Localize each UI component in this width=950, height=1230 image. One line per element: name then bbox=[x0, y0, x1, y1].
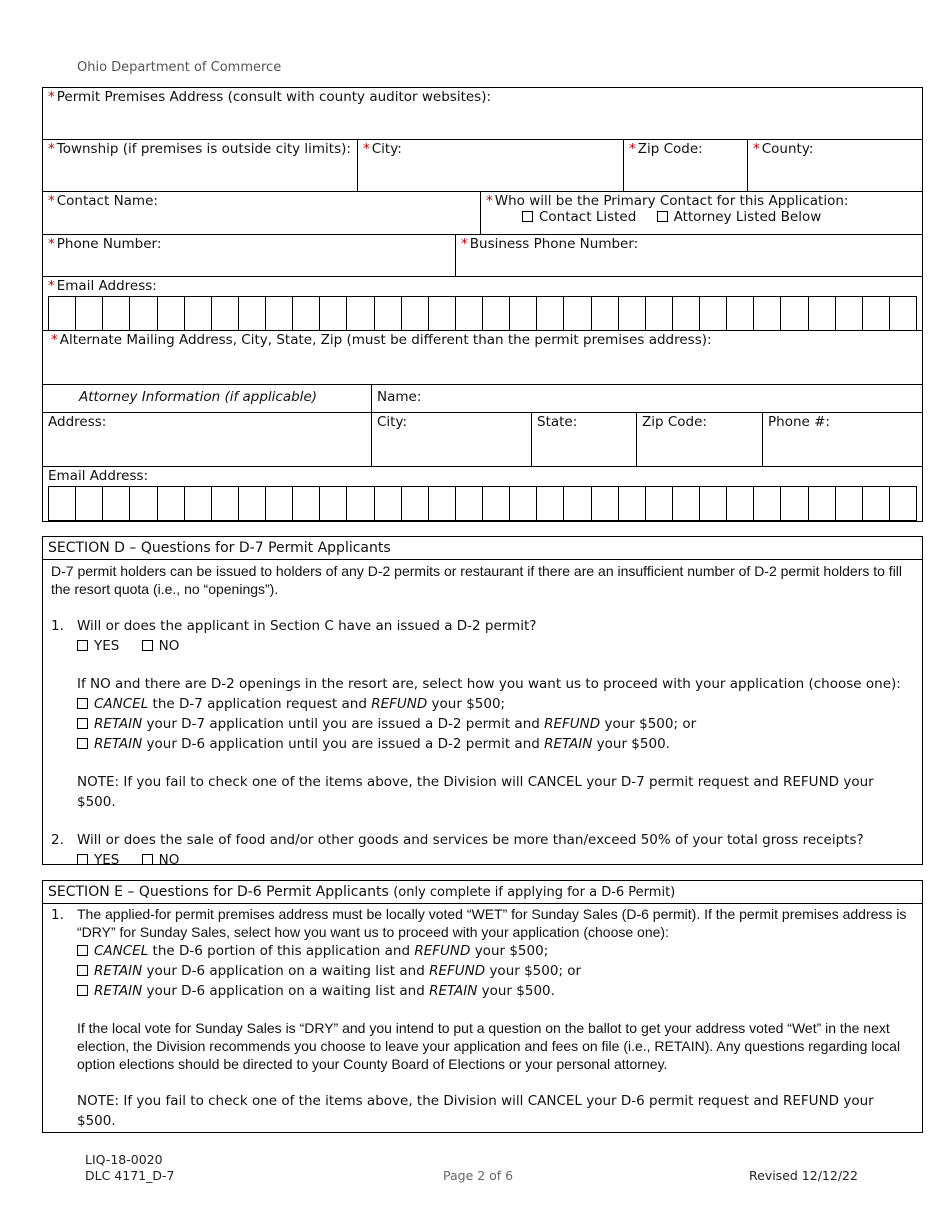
q1-number: 1. bbox=[51, 618, 64, 634]
section-d-intro: D-7 permit holders can be issued to holders of any D-2 permits or restaurant if there are an insufficient number of D-2 permit holders to fill the resort quota (i.e., no “openings”). bbox=[51, 563, 903, 597]
location-row bbox=[43, 140, 922, 192]
q2-number: 2. bbox=[51, 832, 64, 848]
alt-mailing-row bbox=[43, 331, 922, 385]
attorney-city-label: City: bbox=[377, 414, 408, 430]
e-q1-text: The applied-for permit premises address must be locally voted “WET” for Sunday Sales (D-6 permit). If the permit premises address is “DRY” for Sunday Sales, select how you want us to proceed with your application (choose one): bbox=[77, 906, 907, 940]
business-phone-field[interactable] bbox=[456, 235, 922, 276]
option-keyword: REFUND bbox=[371, 696, 428, 712]
page-number: Page 2 of 6 bbox=[443, 1168, 514, 1183]
option-text: the D-6 portion of this application and bbox=[148, 943, 415, 959]
contact-listed-label: Contact Listed bbox=[539, 209, 637, 225]
d-q1-yes-checkbox[interactable] bbox=[77, 640, 88, 651]
required-marker: * bbox=[363, 141, 370, 157]
attorney-email-row bbox=[43, 467, 922, 521]
required-marker: * bbox=[48, 236, 55, 252]
option-keyword: CANCEL bbox=[94, 696, 149, 712]
option-keyword: RETAIN bbox=[429, 983, 478, 999]
form-codes bbox=[85, 1152, 174, 1184]
contact-name-field[interactable] bbox=[43, 192, 481, 234]
required-marker: * bbox=[48, 141, 55, 157]
attorney-state-field[interactable] bbox=[532, 413, 637, 466]
business-phone-label: Business Phone Number: bbox=[469, 236, 639, 252]
option-keyword: CANCEL bbox=[94, 943, 149, 959]
yes-label: YES bbox=[94, 852, 120, 868]
attorney-listed-checkbox[interactable] bbox=[657, 211, 668, 222]
q1-text: Will or does the applicant in Section C have an issued a D-2 permit? bbox=[77, 618, 537, 634]
attorney-address-row bbox=[43, 413, 922, 467]
yes-label: YES bbox=[94, 638, 120, 654]
option-keyword: RETAIN bbox=[94, 736, 143, 752]
section-d bbox=[42, 536, 923, 868]
email-row bbox=[43, 277, 922, 331]
premises-address-label: Permit Premises Address (consult with county auditor websites): bbox=[56, 89, 492, 105]
attorney-phone-field[interactable] bbox=[763, 413, 922, 466]
form-code-1: LIQ-18-0020 bbox=[85, 1152, 163, 1167]
contact-form bbox=[42, 87, 923, 522]
premises-row bbox=[43, 88, 922, 140]
option-text: your $500; or bbox=[600, 716, 697, 732]
contact-name-label: Contact Name: bbox=[56, 193, 158, 209]
city-label: City: bbox=[371, 141, 402, 157]
section-d-q1 bbox=[51, 616, 914, 636]
d-option-retain-refund bbox=[77, 714, 914, 734]
attorney-name-field[interactable] bbox=[372, 385, 922, 412]
d-q2-yes-checkbox[interactable] bbox=[77, 854, 88, 865]
required-marker: * bbox=[48, 193, 55, 209]
zip-field[interactable] bbox=[624, 140, 748, 191]
no-label: NO bbox=[158, 852, 180, 868]
attorney-email-field[interactable] bbox=[43, 467, 922, 521]
alt-mailing-field[interactable] bbox=[43, 331, 922, 384]
attorney-address-field[interactable] bbox=[43, 413, 372, 466]
attorney-info-label: Attorney Information (if applicable) bbox=[79, 389, 318, 405]
required-marker: * bbox=[486, 193, 493, 209]
d-cancel-checkbox[interactable] bbox=[77, 698, 88, 709]
phone-label: Phone Number: bbox=[56, 236, 162, 252]
section-e-q1 bbox=[51, 905, 914, 941]
e-cancel-checkbox[interactable] bbox=[77, 945, 88, 956]
option-text: your $500. bbox=[477, 983, 555, 999]
attorney-city-field[interactable] bbox=[372, 413, 532, 466]
option-keyword: RETAIN bbox=[544, 736, 593, 752]
section-e-body bbox=[43, 904, 922, 1135]
no-label: NO bbox=[158, 638, 180, 654]
e-option-retain-refund bbox=[77, 961, 914, 981]
option-text: your $500. bbox=[592, 736, 670, 752]
township-label: Township (if premises is outside city limits): bbox=[56, 141, 351, 157]
form-code-2: DLC 4171_D-7 bbox=[85, 1168, 175, 1183]
d-retain-refund-checkbox[interactable] bbox=[77, 718, 88, 729]
contact-listed-checkbox[interactable] bbox=[522, 211, 533, 222]
revised-date: Revised 12/12/22 bbox=[749, 1168, 858, 1183]
section-d-prefix: SECTION D – bbox=[48, 540, 141, 556]
if-no-text: If NO and there are D-2 openings in the resort are, select how you want us to proceed with your application (choose one): bbox=[77, 676, 901, 692]
option-text: your D-6 application until you are issued a D-2 permit and bbox=[142, 736, 545, 752]
agency-name: Ohio Department of Commerce bbox=[77, 60, 282, 75]
option-text: your D-7 application until you are issued a D-2 permit and bbox=[142, 716, 545, 732]
required-marker: * bbox=[48, 89, 55, 105]
option-text: the D-7 application request and bbox=[148, 696, 372, 712]
option-text: your $500; bbox=[427, 696, 506, 712]
option-keyword: RETAIN bbox=[94, 963, 143, 979]
section-d-title: Questions for D-7 Permit Applicants bbox=[140, 540, 391, 556]
option-keyword: RETAIN bbox=[94, 983, 143, 999]
e-retain-retain-checkbox[interactable] bbox=[77, 985, 88, 996]
required-marker: * bbox=[461, 236, 468, 252]
option-keyword: REFUND bbox=[414, 943, 471, 959]
zip-label: Zip Code: bbox=[637, 141, 703, 157]
phone-row bbox=[43, 235, 922, 277]
attorney-info-heading bbox=[43, 385, 372, 412]
section-e-prefix: SECTION E – bbox=[48, 884, 139, 900]
d-retain-retain-checkbox[interactable] bbox=[77, 738, 88, 749]
attorney-header-row bbox=[43, 385, 922, 413]
required-marker: * bbox=[629, 141, 636, 157]
premises-address-field[interactable] bbox=[43, 88, 922, 139]
county-field[interactable] bbox=[748, 140, 922, 191]
required-marker: * bbox=[48, 278, 55, 294]
q2-text: Will or does the sale of food and/or other goods and services be more than/exceed 50% of your total gross receipts? bbox=[77, 832, 864, 848]
e-option-cancel bbox=[77, 941, 914, 961]
d-option-cancel bbox=[77, 694, 914, 714]
alt-mailing-label: Alternate Mailing Address, City, State, Zip (must be different than the permit premises address): bbox=[59, 332, 712, 348]
e-retain-refund-checkbox[interactable] bbox=[77, 965, 88, 976]
email-field[interactable] bbox=[43, 277, 922, 330]
section-e-title-note: (only complete if applying for a D-6 Permit) bbox=[393, 885, 676, 900]
d-option-retain-retain bbox=[77, 734, 914, 754]
attorney-zip-label: Zip Code: bbox=[642, 414, 707, 430]
primary-contact-field bbox=[481, 192, 922, 234]
attorney-address-label: Address: bbox=[48, 414, 107, 430]
option-keyword: RETAIN bbox=[94, 716, 143, 732]
attorney-name-label: Name: bbox=[377, 389, 422, 405]
county-label: County: bbox=[761, 141, 814, 157]
required-marker: * bbox=[51, 332, 58, 348]
primary-contact-question: Who will be the Primary Contact for this Application: bbox=[494, 193, 849, 209]
option-keyword: REFUND bbox=[544, 716, 601, 732]
e-option-retain-retain bbox=[77, 981, 914, 1001]
attorney-zip-field[interactable] bbox=[637, 413, 763, 466]
email-label: Email Address: bbox=[56, 278, 157, 294]
local-vote-text: If the local vote for Sunday Sales is “DRY” and you intend to put a question on the ballot to get your address voted “Wet” in the next election, the Division recommends you choose to leave your application and fees on file (i.e., RETAIN). Any questions regarding local option elections should be directed to your County Board of Elections or your personal attorney. bbox=[77, 1020, 901, 1072]
option-text: your $500; bbox=[470, 943, 549, 959]
section-d-header bbox=[43, 537, 922, 560]
attorney-listed-label: Attorney Listed Below bbox=[673, 209, 822, 225]
attorney-email-char-boxes[interactable] bbox=[48, 486, 917, 521]
required-marker: * bbox=[753, 141, 760, 157]
section-d-q2 bbox=[51, 830, 914, 850]
section-d-body bbox=[43, 560, 922, 874]
option-text: your D-6 application on a waiting list and bbox=[142, 963, 430, 979]
section-d-note: NOTE: If you fail to check one of the items above, the Division will CANCEL your D-7 permit request and REFUND your $500. bbox=[77, 774, 874, 810]
section-e-note: NOTE: If you fail to check one of the items above, the Division will CANCEL your D-6 permit request and REFUND your $500. bbox=[77, 1093, 874, 1129]
option-text: your D-6 application on a waiting list and bbox=[142, 983, 430, 999]
attorney-state-label: State: bbox=[537, 414, 578, 430]
section-e bbox=[42, 880, 923, 1133]
section-e-header bbox=[43, 881, 922, 904]
township-field[interactable] bbox=[43, 140, 358, 191]
option-text: your $500; or bbox=[485, 963, 582, 979]
attorney-email-label: Email Address: bbox=[48, 468, 149, 484]
city-field[interactable] bbox=[358, 140, 624, 191]
contact-row bbox=[43, 192, 922, 235]
email-char-boxes[interactable] bbox=[48, 296, 917, 331]
option-keyword: REFUND bbox=[429, 963, 486, 979]
e-q1-number: 1. bbox=[51, 907, 64, 923]
d-q1-no-checkbox[interactable] bbox=[142, 640, 153, 651]
section-e-title: Questions for D-6 Permit Applicants bbox=[138, 884, 389, 900]
d-q2-no-checkbox[interactable] bbox=[142, 854, 153, 865]
phone-field[interactable] bbox=[43, 235, 456, 276]
attorney-phone-label: Phone #: bbox=[768, 414, 830, 430]
